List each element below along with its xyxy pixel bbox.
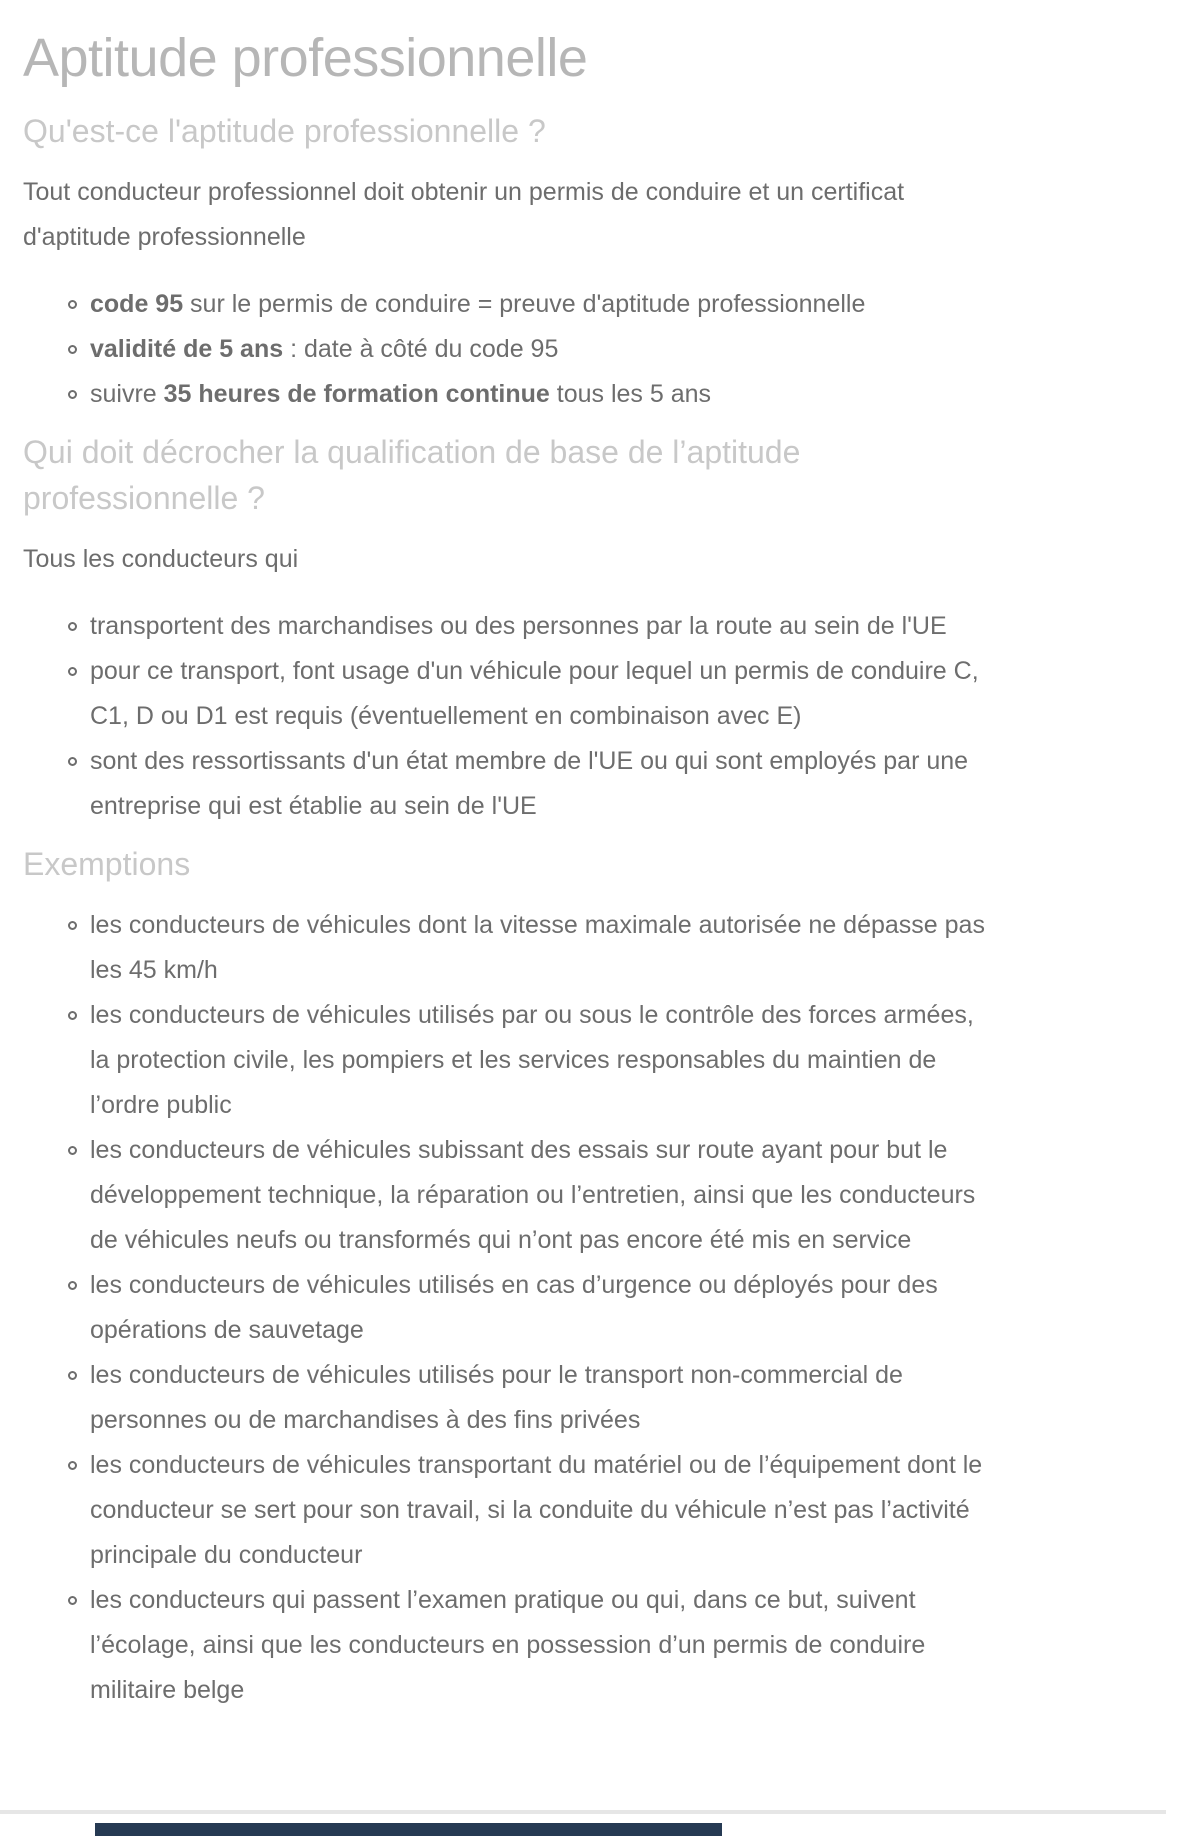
list-item <box>90 1443 990 1578</box>
list-item <box>90 1128 990 1263</box>
list-item <box>90 1353 990 1443</box>
text: les conducteurs de véhicules subissant des essais sur route ayant pour but le développement technique, la réparation ou l’entretien, ainsi que les conducteurs de véhicules neufs ou transformés qui n’ont pas encore été mis en service <box>90 1136 976 1254</box>
bottom-divider <box>0 1810 1166 1814</box>
bold-text: validité de 5 ans <box>90 335 284 363</box>
text: transportent des marchandises ou des personnes par la route au sein de l'UE <box>90 612 947 640</box>
section-who-must <box>23 429 990 829</box>
who-must-list <box>23 604 990 829</box>
list-item <box>90 604 990 649</box>
bold-text: code 95 <box>90 290 184 318</box>
list-item <box>90 1578 990 1713</box>
text: les conducteurs qui passent l’examen pratique ou qui, dans ce but, suivent l’écolage, ainsi que les conducteurs en possession d’un permis de conduire militaire belge <box>90 1586 926 1704</box>
text: les conducteurs de véhicules utilisés pour le transport non-commercial de personnes ou de marchandises à des fins privées <box>90 1361 903 1434</box>
text: tous les 5 ans <box>549 380 712 408</box>
text: pour ce transport, font usage d'un véhicule pour lequel un permis de conduire C, C1, D ou D1 est requis (éventuellement en combinaison avec E) <box>90 657 979 730</box>
text: les conducteurs de véhicules utilisés en cas d’urgence ou déployés pour des opérations de sauvetage <box>90 1271 938 1344</box>
list-item <box>90 649 990 739</box>
section-what-is-intro: Tout conducteur professionnel doit obtenir un permis de conduire et un certificat d'aptitude professionnelle <box>23 178 905 251</box>
list-item <box>90 282 990 327</box>
list-item <box>90 1263 990 1353</box>
section-exemptions <box>23 841 990 1713</box>
list-item <box>90 739 990 829</box>
section-what-is <box>23 108 990 417</box>
exemptions-list <box>23 903 990 1713</box>
section-who-must-heading: Qui doit décrocher la qualification de base de l’aptitude professionnelle ? <box>23 434 801 516</box>
list-item <box>90 327 990 372</box>
section-what-is-heading: Qu'est-ce l'aptitude professionnelle ? <box>23 113 546 149</box>
text: : date à côté du code 95 <box>283 335 559 363</box>
footer-bar <box>95 1823 722 1836</box>
section-who-must-intro: Tous les conducteurs qui <box>23 545 299 573</box>
list-item <box>90 372 990 417</box>
bold-text: 35 heures de formation continue <box>163 380 550 408</box>
text: les conducteurs de véhicules transportant du matériel ou de l’équipement dont le conducteur se sert pour son travail, si la conduite du véhicule n’est pas l’activité principale du conducteur <box>90 1451 983 1569</box>
list-item <box>90 903 990 993</box>
text: sont des ressortissants d'un état membre de l'UE ou qui sont employés par une entreprise qui est établie au sein de l'UE <box>90 747 969 820</box>
list-item <box>90 993 990 1128</box>
text: suivre <box>90 380 164 408</box>
text: sur le permis de conduire = preuve d'aptitude professionnelle <box>183 290 866 318</box>
text: les conducteurs de véhicules utilisés par ou sous le contrôle des forces armées, la protection civile, les pompiers et les services responsables du maintien de l’ordre public <box>90 1001 974 1119</box>
what-is-list <box>23 282 990 417</box>
page-title: Aptitude professionnelle <box>23 28 588 88</box>
text: les conducteurs de véhicules dont la vitesse maximale autorisée ne dépasse pas les 45 km/h <box>90 911 985 984</box>
section-exemptions-heading: Exemptions <box>23 846 191 882</box>
